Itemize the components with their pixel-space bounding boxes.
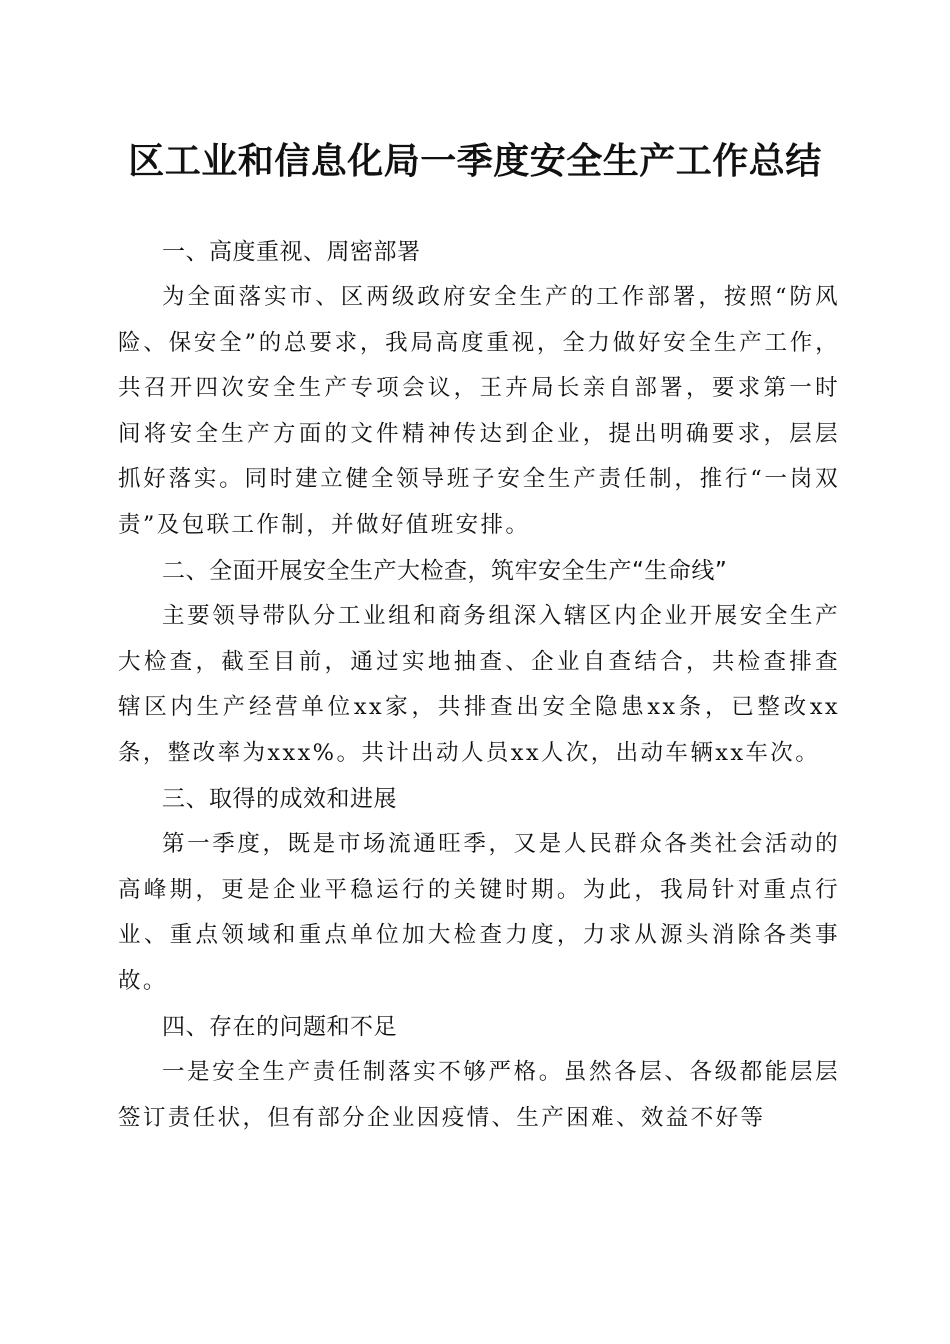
- section-heading-1: 一、高度重视、周密部署: [162, 239, 421, 265]
- section-paragraph-3: 第一季度，既是市场流通旺季，又是人民群众各类社会活动的高峰期，更是企业平稳运行的关键时期。为此，我局针对重点行业、重点领域和重点单位加大检查力度，力求从源头消除各类事故。: [118, 831, 840, 994]
- section-paragraph-2: 主要领导带队分工业组和商务组深入辖区内企业开展安全生产大检查，截至目前，通过实地抽查、企业自查结合，共检查排查辖区内生产经营单位xx家，共排查出安全隐患xx条，已整改xx条，整改率为xxx%。共计出动人员xx人次，出动车辆xx车次。: [118, 603, 840, 766]
- section-paragraph-4: 一是安全生产责任制落实不够严格。虽然各层、各级都能层层签订责任状，但有部分企业因疫情、生产困难、效益不好等: [118, 1059, 840, 1131]
- page-title: 区工业和信息化局一季度安全生产工作总结: [128, 140, 822, 182]
- section-heading-3: 三、取得的成效和进展: [162, 786, 397, 812]
- section-heading-2: 二、全面开展安全生产大检查，筑牢安全生产“生命线”: [162, 558, 728, 584]
- section-paragraph-1: 为全面落实市、区两级政府安全生产的工作部署，按照“防风险、保安全”的总要求，我局高度重视，全力做好安全生产工作，共召开四次安全生产专项会议，王卉局长亲自部署，要求第一时间将安全生产方面的文件精神传达到企业，提出明确要求，层层抓好落实。同时建立健全领导班子安全生产责任制，推行“一岗双责”及包联工作制，并做好值班安排。: [118, 284, 840, 538]
- document-body: [118, 229, 840, 1141]
- section-heading-4: 四、存在的问题和不足: [162, 1014, 397, 1040]
